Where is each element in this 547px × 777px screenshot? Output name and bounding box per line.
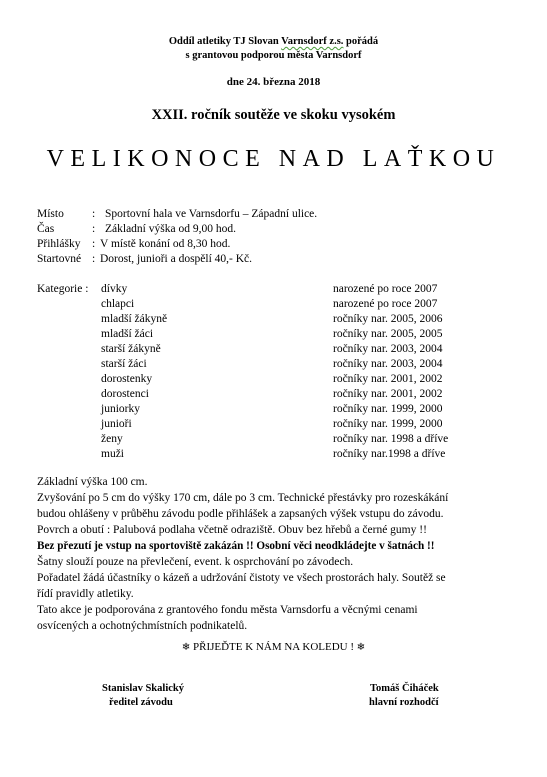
category-name: junioři <box>101 418 132 430</box>
info-separator: : <box>92 208 96 220</box>
signature-left-role: ředitel závodu <box>109 697 173 708</box>
category-name: chlapci <box>101 298 135 310</box>
category-years: ročníky nar. 2005, 2006 <box>333 313 443 325</box>
category-name: mladší žáci <box>101 328 154 340</box>
signature-right-name: Tomáš Čiháček <box>370 683 439 694</box>
info-label: Startovné <box>37 253 82 265</box>
info-value: Dorost, junioři a dospělí 40,- Kč. <box>100 253 253 265</box>
category-name: ženy <box>101 433 123 445</box>
event-subtitle: XXII. ročník soutěže ve skoku vysokém <box>151 107 396 123</box>
info-value: V místě konání od 8,30 hod. <box>100 238 231 250</box>
category-years: ročníky nar. 2005, 2005 <box>333 328 443 340</box>
info-label: Přihlášky <box>37 238 81 250</box>
category-name: starší žáci <box>101 358 147 370</box>
info-label: Místo <box>37 208 64 220</box>
rules-line: Šatny slouží pouze na převlečení, event. k osprchování po závodech. <box>37 556 354 568</box>
signature-left-name: Stanislav Skalický <box>102 683 184 694</box>
category-years: narozené po roce 2007 <box>333 283 438 295</box>
category-name: dívky <box>101 283 128 295</box>
info-separator: : <box>92 223 96 235</box>
flower-ornament-left-icon: ❄ <box>181 642 191 653</box>
category-name: juniorky <box>101 403 140 415</box>
rules-line: Pořadatel žádá účastníky o kázeň a udržování čistoty ve všech prostorách haly. Soutěž se <box>37 572 446 584</box>
category-name: dorostenci <box>101 388 149 400</box>
flower-ornament-right-icon: ❄ <box>356 642 366 653</box>
categories-label: Kategorie : <box>37 283 89 295</box>
signature-right-role: hlavní rozhodčí <box>369 697 439 708</box>
grant-line: s grantovou podporou města Varnsdorf <box>185 50 362 61</box>
info-separator: : <box>92 253 96 265</box>
organizer-line: Oddíl atletiky TJ Slovan Varnsdorf z.s. pořádá <box>168 36 379 47</box>
rules-line: osvícených a ochotnýchmístních podnikatelů. <box>37 620 248 632</box>
category-years: narozené po roce 2007 <box>333 298 438 310</box>
info-label: Čas <box>37 223 55 235</box>
rules-line: Zvyšování po 5 cm do výšky 170 cm, dále po 3 cm. Technické přestávky pro rozeskákání <box>37 492 449 504</box>
category-years: ročníky nar. 2001, 2002 <box>333 388 443 400</box>
category-years: ročníky nar.1998 a dříve <box>333 448 446 460</box>
category-years: ročníky nar. 1998 a dříve <box>333 433 449 445</box>
category-name: dorostenky <box>101 373 153 385</box>
info-separator: : <box>92 238 96 250</box>
rules-line: Základní výška 100 cm. <box>37 476 148 488</box>
category-years: ročníky nar. 2001, 2002 <box>333 373 443 385</box>
rules-warning-line: Bez přezutí je vstup na sportoviště zakázán !! Osobní věci neodkládejte v šatnách !! <box>37 540 435 552</box>
category-years: ročníky nar. 1999, 2000 <box>333 403 443 415</box>
rules-line: řídí pravidly atletiky. <box>37 588 134 600</box>
category-name: mladší žákyně <box>101 313 168 325</box>
rules-line: budou ohlášeny v průběhu závodu podle přihlášek a zapsaných výšek vstupu do závodu. <box>37 508 444 520</box>
rules-line: Tato akce je podporována z grantového fondu města Varnsdorfu a věcnými cenami <box>37 604 418 616</box>
category-name: starší žákyně <box>101 343 161 355</box>
rules-line: Povrch a obutí : Palubová podlaha včetně odraziště. Obuv bez hřebů a černé gumy !! <box>37 524 427 536</box>
closing-line <box>0 641 547 653</box>
category-name: muži <box>101 448 124 460</box>
closing-text: PŘIJEĎTE K NÁM NA KOLEDU ! <box>192 641 355 653</box>
category-years: ročníky nar. 1999, 2000 <box>333 418 443 430</box>
category-years: ročníky nar. 2003, 2004 <box>333 343 443 355</box>
event-date: dne 24. března 2018 <box>226 76 321 88</box>
info-value: Základní výška od 9,00 hod. <box>105 223 236 235</box>
event-title: VELIKONOCE NAD LAŤKOU <box>46 146 501 172</box>
organizer-club-name: Varnsdorf z.s. <box>281 36 344 47</box>
category-years: ročníky nar. 2003, 2004 <box>333 358 443 370</box>
info-value: Sportovní hala ve Varnsdorfu – Západní ulice. <box>105 208 318 220</box>
